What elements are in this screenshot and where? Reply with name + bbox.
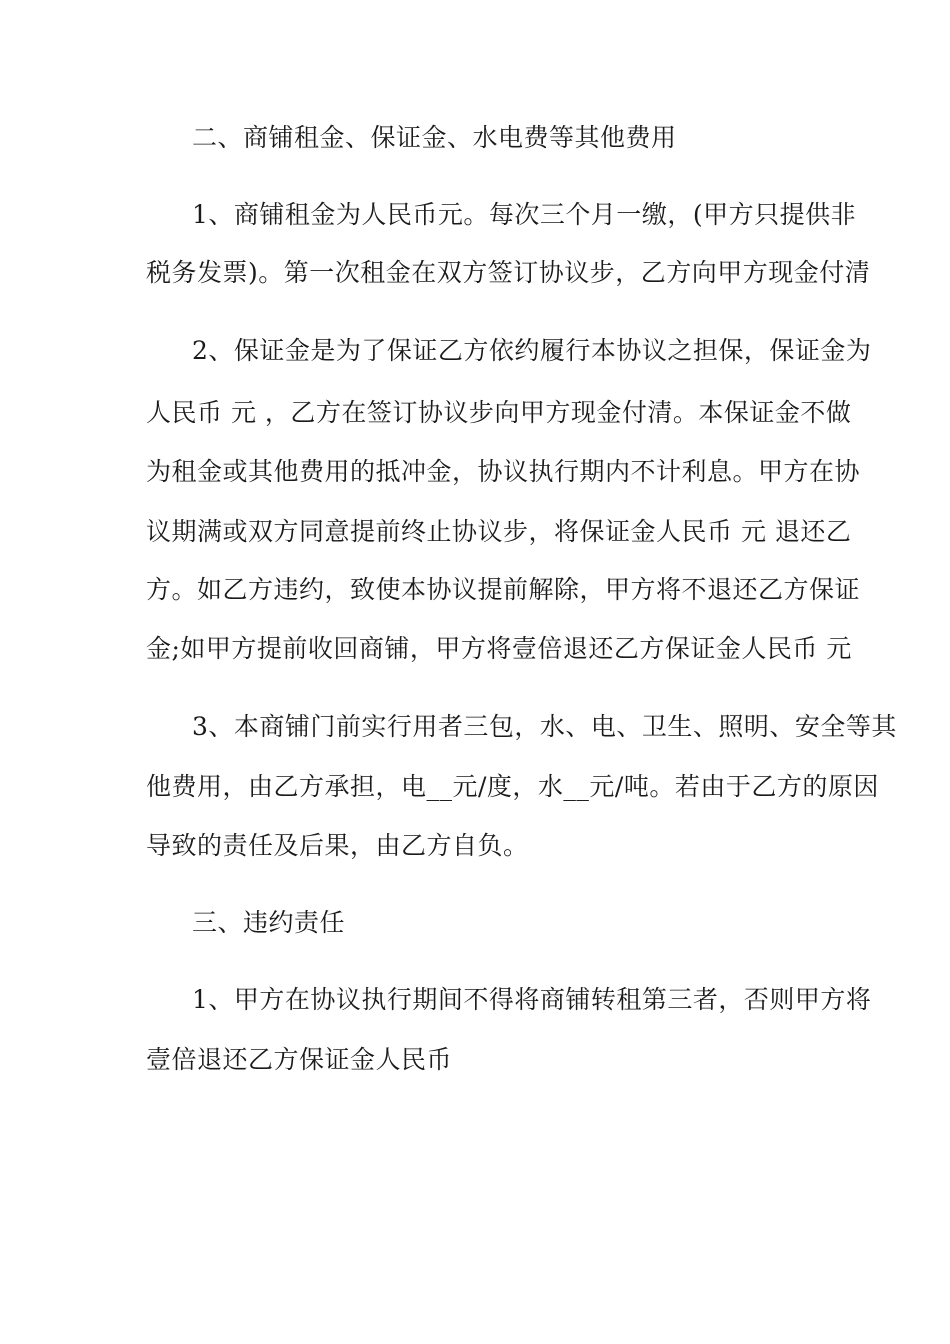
section-heading-liability: 三、违约责任 <box>192 908 346 937</box>
deposit-paragraph-line-4: 议期满或双方同意提前终止协议步，将保证金人民币 元 退还乙 <box>146 517 852 546</box>
section-heading-fees: 二、商铺租金、保证金、水电费等其他费用 <box>192 123 677 152</box>
deposit-paragraph-line-5: 方。如乙方违约，致使本协议提前解除，甲方将不退还乙方保证 <box>146 575 861 604</box>
rent-paragraph-line-1: 1、商铺租金为人民币元。每次三个月一缴，(甲方只提供非 <box>192 200 857 229</box>
deposit-paragraph-line-1: 2、保证金是为了保证乙方依约履行本协议之担保，保证金为 <box>192 336 872 365</box>
rent-paragraph-line-2: 税务发票)。第一次租金在双方签订协议步，乙方向甲方现金付清 <box>146 258 871 287</box>
liability-paragraph-line-1: 1、甲方在协议执行期间不得将商铺转租第三者，否则甲方将 <box>192 985 872 1014</box>
utilities-paragraph-line-3: 导致的责任及后果，由乙方自负。 <box>146 831 529 860</box>
deposit-paragraph-line-2: 人民币 元 ，乙方在签订协议步向甲方现金付清。本保证金不做 <box>146 398 852 427</box>
utilities-paragraph-line-2: 他费用，由乙方承担，电__元/度，水__元/吨。若由于乙方的原因 <box>146 772 879 801</box>
utilities-paragraph-line-1: 3、本商铺门前实行用者三包，水、电、卫生、照明、安全等其 <box>192 712 897 741</box>
liability-paragraph-line-2: 壹倍退还乙方保证金人民币 <box>146 1045 453 1074</box>
deposit-paragraph-line-6: 金;如甲方提前收回商铺，甲方将壹倍退还乙方保证金人民币 元 <box>146 634 852 663</box>
deposit-paragraph-line-3: 为租金或其他费用的抵冲金，协议执行期内不计利息。甲方在协 <box>146 457 861 486</box>
